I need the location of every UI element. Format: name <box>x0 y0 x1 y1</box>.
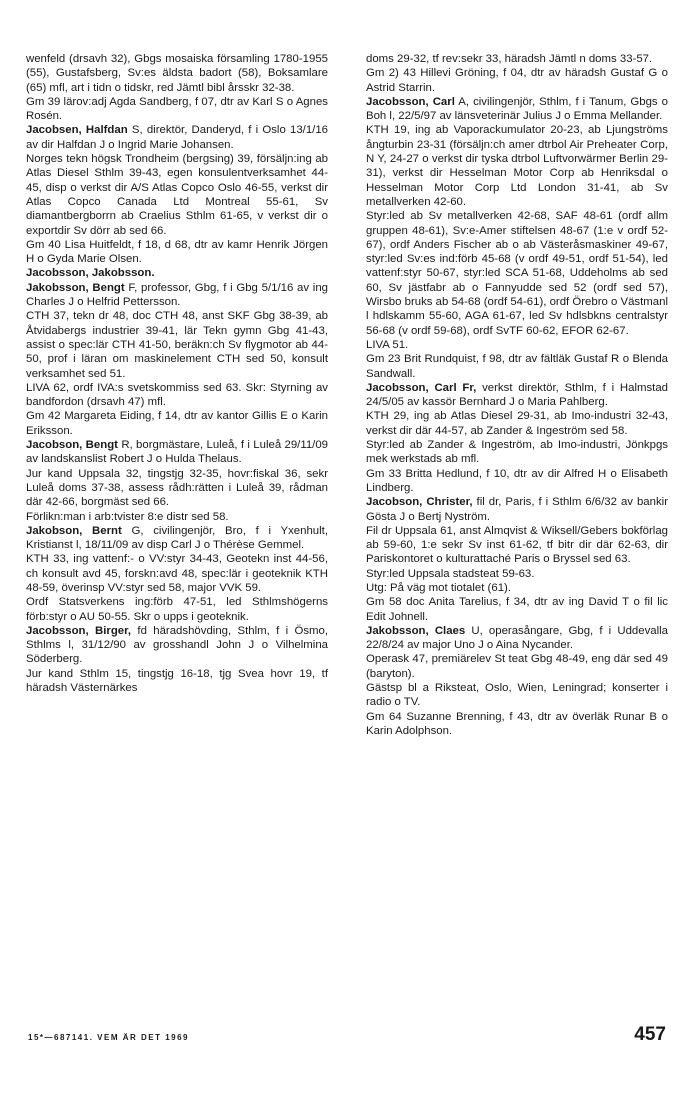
entry-paragraph <box>26 281 328 310</box>
footer-print-code: 15*—687141. VEM ÄR DET 1969 <box>28 1033 190 1042</box>
entry-text: KTH 19, ing ab Vaporackumulator 20-23, ab Ljungströms ångturbin 23-31 (försäljn:ch amer dtrbol Air Preheater Corp, N Y, 24-27 o verkst dir tyska dtrbol Luftvorwärmer Berlin 29-31), verkst dir Hesselman Motor Corp ab Henriksdal o Hesselman Motor Corp Ltd London 31-41, ab Sv metallverken 42-60. <box>366 124 668 208</box>
entry-headword: Jacobsson, Jakobsson. <box>26 267 155 280</box>
paragraph <box>366 710 668 739</box>
entry-text: Gm 64 Suzanne Brenning, f 43, dtr av överläk Runar B o Karin Adolphson. <box>366 710 668 737</box>
paragraph <box>366 595 668 624</box>
entry-text: Styr:led ab Zander & Ingeström, ab Imo-industri, Jönkpgs mek werkstads ab mfl. <box>366 439 668 466</box>
entry-text: Ordf Statsverkens ing:förb 47-51, led Sthlmshögerns förb:styr o AU 50-55. Skr o upps i geoteknik. <box>26 596 328 623</box>
entry-paragraph <box>26 524 328 553</box>
entry-headword: Jakobson, Bernt <box>26 524 122 537</box>
entry-paragraph <box>26 123 328 152</box>
paragraph <box>366 652 668 681</box>
entry-text: Styr:led ab Sv metallverken 42-68, SAF 48-61 (ordf allm gruppen 48-61), Sv:e-Amer stiftelsen 48-67 (1:e v ordf 52-67), ordf Anders Fischer ab o ab Västeråsmaskiner 49-67, styr:led Sv:es ind:förb 45-68 (v ordf 49-51, ordf 51-54), led vattenf:styr 50-67, styr:led SCA 51-68, Uddeholms ab sed 60, Sv jästfabr ab o Fannyudde sed 52 (ordf sed 57), Wirsbo bruks ab 54-68 (ordf 54-61), ordf Örebro o Västmanl l hdlskamm 55-60, AGA 61-67, led Sv hdlsbkns centralstyr 56-68 (v ordf 59-68), ordf SvTF 60-62, EFOR 62-67. <box>366 210 668 337</box>
paragraph <box>26 510 328 524</box>
entry-headword: Jacobsen, Halfdan <box>26 124 128 137</box>
entry-paragraph <box>366 381 668 410</box>
paragraph <box>366 524 668 567</box>
entry-text: KTH 29, ing ab Atlas Diesel 29-31, ab Imo-industri 32-43, verkst dir där 44-57, ab Zander & Ingeström sed 58. <box>366 410 668 437</box>
entry-headword: Jacobsson, Carl Fr, <box>366 381 477 394</box>
paragraph <box>366 352 668 381</box>
entry-text: CTH 37, tekn dr 48, doc CTH 48, anst SKF Gbg 38-39, ab Åtvidabergs industrier 39-41, lär Tekn gymn Gbg 41-43, assist o spec:lär CTH 41-50, beräkn:ch Sv flygmotor ab 44-50, prof i läran om maskinelement CTH sed 50, konsult verksamhet sed 51. <box>26 310 328 380</box>
paragraph <box>26 595 328 624</box>
entry-text: Gm 23 Brit Rundquist, f 98, dtr av fältläk Gustaf R o Blenda Sandwall. <box>366 353 668 380</box>
entry-text: KTH 33, ing vattenf:- o VV:styr 34-43, Geotekn inst 44-56, ch konsult avd 45, forskn:avd 48, spec:lär i geoteknik KTH 48-59, överinsp VV:styr sed 58, major VVK 59. <box>26 553 328 594</box>
entry-text: wenfeld (drsavh 32), Gbgs mosaiska församling 1780-1955 (55), Gustafsberg, Sv:es äldsta badort (58), Boksamlare (65) mfl, art i tidn o tidskr, red Jämtl bibl årsskr 32-38. <box>26 53 328 94</box>
paragraph <box>26 52 328 95</box>
paragraph <box>26 409 328 438</box>
entry-text: fil dr, Paris, f i Sthlm 6/6/32 av bankir Gösta J o Bertj Nyström. <box>366 496 668 523</box>
entry-text: fd häradshövding, Sthlm, f i Ösmo, Sthlms l, 31/12/90 av grosshandl John J o Vilhelmina Söderberg. <box>26 624 328 666</box>
paragraph <box>366 52 668 66</box>
entry-headword: Jacobsson, Birger, <box>26 624 132 637</box>
entry-text: Fil dr Uppsala 61, anst Almqvist & Wiksell/Gebers bokförlag ab 59-60, 1:e sekr Sv inst 61-62, tf bitr dir där 62-63, dir Pariskontoret o kulturattaché Paris o Bryssel sed 63. <box>366 524 668 566</box>
paragraph <box>366 66 668 95</box>
entry-headword: Jacobsson, Carl <box>366 95 455 108</box>
entry-paragraph <box>366 95 668 124</box>
entry-headword: Jacobson, Christer, <box>366 496 473 509</box>
entry-text: Förlikn:man i arb:tvister 8:e distr sed 58. <box>26 510 229 523</box>
entry-paragraph <box>366 495 668 524</box>
paragraph <box>366 581 668 595</box>
entry-text: Gm 40 Lisa Huitfeldt, f 18, d 68, dtr av kamr Henrik Jörgen H o Gyda Marie Olsen. <box>26 238 328 266</box>
entry-text: Gm 2) 43 Hillevi Gröning, f 04, dtr av häradsh Gustaf G o Astrid Starrin. <box>366 67 668 94</box>
paragraph <box>366 681 668 710</box>
right-column <box>366 52 668 738</box>
entry-text: Norges tekn högsk Trondheim (bergsing) 39, försäljn:ing ab Atlas Diesel Sthlm 39-43, egen konsulentverksamhet 44-45, disp o verkst dir A/S Atlas Copco Oslo 46-55, verkst dir Atlas Copco Canada Ltd Montreal 55-61, Sv diamantbergborrn ab Craelius Sthlm 61-65, v verkst dir o exportdir Sv dörr ab sed 66. <box>26 153 328 237</box>
entry-text: R, borgmästare, Luleå, f i Luleå 29/11/09 av landskanslist Robert J o Hulda Thelaus. <box>26 439 329 466</box>
paragraph <box>366 123 668 209</box>
entry-text: LIVA 62, ordf IVA:s svetskommiss sed 63. Skr: Styrning av bandfordon (drsavh 47) mfl. <box>26 381 328 409</box>
entry-text: Jur kand Uppsala 32, tingstjg 32-35, hovr:fiskal 36, sekr Luleå doms 37-38, assess rådh:rätten i Luleå 39, rådman där 42-66, borgmäst sed 66. <box>26 467 328 509</box>
paragraph <box>366 338 668 352</box>
entry-paragraph <box>26 624 328 667</box>
paragraph <box>26 309 328 380</box>
left-column <box>26 52 328 695</box>
entry-paragraph <box>26 438 328 467</box>
entry-text: Gm 58 doc Anita Tarelius, f 34, dtr av ing David T o fil lic Edit Johnell. <box>366 596 668 623</box>
entry-text: Utg: På väg mot tiotalet (61). <box>366 581 511 594</box>
entry-text: Gm 33 Britta Hedlund, f 10, dtr av dir Alfred H o Elisabeth Lindberg. <box>366 467 668 494</box>
paragraph <box>26 152 328 238</box>
paragraph <box>26 667 328 696</box>
entry-text: S, direktör, Danderyd, f i Oslo 13/1/16 av dir Halfdan J o Ingrid Marie Johansen. <box>26 124 328 151</box>
paragraph <box>26 552 328 595</box>
entry-text: Gm 39 lärov:adj Agda Sandberg, f 07, dtr av Karl S o Agnes Rosén. <box>26 95 328 123</box>
entry-text: A, civilingenjör, Sthlm, f i Tanum, Gbgs o Boh l, 22/5/97 av länsveterinär Julius J o Emma Mellander. <box>366 95 669 123</box>
entry-text: Styr:led Uppsala stadsteat 59-63. <box>366 567 535 580</box>
paragraph <box>26 381 328 410</box>
entry-text: G, civilingenjör, Bro, f i Yxenhult, Kristianst l, 18/11/09 av disp Carl J o Thérèse Gemmel. <box>26 524 328 552</box>
entry-text: F, professor, Gbg, f i Gbg 5/1/16 av ing Charles J o Helfrid Pettersson. <box>26 281 328 309</box>
paragraph <box>26 238 328 267</box>
paragraph <box>366 467 668 496</box>
paragraph <box>366 567 668 581</box>
entry-text: Jur kand Sthlm 15, tingstjg 16-18, tjg Svea hovr 19, tf häradsh Västernärkes <box>26 667 328 695</box>
entry-text: Operask 47, premiärelev St teat Gbg 48-49, eng där sed 49 (baryton). <box>366 653 668 680</box>
entry-paragraph <box>26 266 328 280</box>
entry-text: U, operasångare, Gbg, f i Uddevalla 22/8/24 av major Uno J o Aina Nycander. <box>366 624 668 652</box>
entry-paragraph <box>366 624 668 653</box>
paragraph <box>26 467 328 510</box>
entry-text: doms 29-32, tf rev:sekr 33, häradsh Jämtl n doms 33-57. <box>366 53 653 65</box>
page-number: 457 <box>634 1024 666 1045</box>
entry-headword: Jakobsson, Bengt <box>26 281 125 294</box>
entry-headword: Jakobsson, Claes <box>366 624 466 637</box>
paragraph <box>366 409 668 438</box>
paragraph <box>366 209 668 338</box>
entry-text: verkst direktör, Sthlm, f i Halmstad 24/5/05 av kassör Bernhard J o Maria Pahlberg. <box>366 381 668 409</box>
entry-headword: Jacobson, Bengt <box>26 439 118 452</box>
entry-text: LIVA 51. <box>366 338 409 351</box>
entry-text: Gästsp bl a Riksteat, Oslo, Wien, Leningrad; konserter i radio o TV. <box>366 682 668 709</box>
paragraph <box>366 438 668 467</box>
paragraph <box>26 95 328 124</box>
entry-text: Gm 42 Margareta Eiding, f 14, dtr av kantor Gillis E o Karin Eriksson. <box>26 410 328 437</box>
